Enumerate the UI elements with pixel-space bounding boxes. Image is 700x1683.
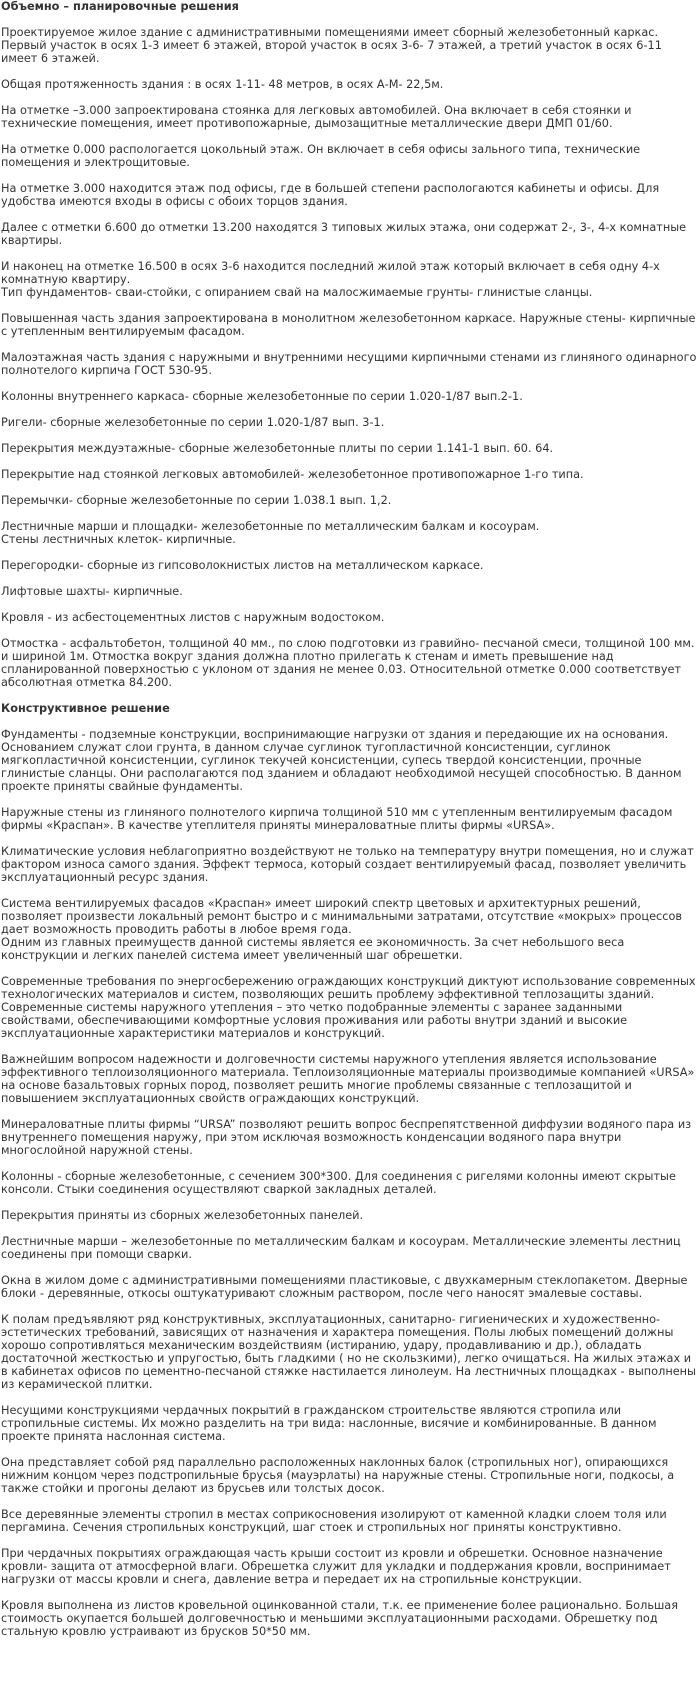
- paragraph-block: [1, 26, 697, 65]
- paragraph-block: [1, 585, 697, 598]
- paragraph-block: [1, 806, 697, 832]
- section-heading: Конструктивное решение: [1, 702, 170, 715]
- paragraph: Лестничные марши и площадки- железобетонные по металлическим балкам и косоурам.: [1, 520, 540, 533]
- spacer: [1, 169, 697, 182]
- paragraph: Лифтовые шахты- кирпичные.: [1, 585, 183, 598]
- spacer: [1, 715, 697, 728]
- paragraph: Важнейшим вопросом надежности и долговечности системы наружного утепления является использование эффективного теплоизоляционного материала. Теплоизоляционные материалы производимые компанией «URSA» на основе базальтовых горных пород, позволяет решить многие проблемы связанные с теплозащитой и повышением эксплуатационных свойств ограждающих конструкций.: [1, 1053, 695, 1105]
- spacer: [1, 832, 697, 845]
- spacer: [1, 1534, 697, 1547]
- paragraph-block: [1, 520, 697, 546]
- spacer: [1, 507, 697, 520]
- paragraph: Колонны - сборные железобетонные, с сечением 300*300. Для соединения с ригелями колонны имеют скрытые консоли. Стыки соединения осуществляют сваркой закладных деталей.: [1, 1170, 676, 1196]
- paragraph: Минераловатные плиты фирмы “URSA” позволяют решить вопрос беспрепятственной диффузии водяного пара из внутреннего помещения наружу, при этом исключая возможность конденсации водяного пара внутри многослойной наружной стены.: [1, 1118, 692, 1157]
- paragraph-block: [1, 1170, 697, 1196]
- spacer: [1, 13, 697, 26]
- paragraph: Все деревянные элементы стропил в местах соприкосновения изолируют от каменной кладки слоем толя или пергамина. Сечения стропильных конструкций, шаг стоек и стропильных ног приняты конструктивно.: [1, 1508, 667, 1534]
- spacer: [1, 1495, 697, 1508]
- paragraph-block: [1, 351, 697, 377]
- paragraph: На отметке –3.000 запроектирована стоянка для легковых автомобилей. Она включает в себя стоянки и технические помещения, имеет противопожарные, дымозащитные металлические двери ДМП 01/60.: [1, 104, 632, 130]
- paragraph: Малоэтажная часть здания с наружными и внутренними несущими кирпичными стенами из глиняного одинарного полнотелого кирпича ГОСТ 530-95.: [1, 351, 697, 377]
- paragraph: Кровля выполнена из листов кровельной оцинкованной стали, т.к. ее применение более рационально. Большая стоимость окупается большей долговечностью и меньшими эксплуатационными расходами. Обрешетку под стальную кровлю устраивают из брусков 50*50 мм.: [1, 1599, 679, 1638]
- paragraph: При чердачных покрытиях ограждающая часть крыши состоит из кровли и обрешетки. Основное назначение кровли- защита от атмосферной влаги. Обрешетка служит для укладки и поддержания кровли, воспринимает нагрузки от массы кровли и снега, давление ветра и передает их на стропильные конструкции.: [1, 1547, 671, 1586]
- spacer: [1, 130, 697, 143]
- spacer: [1, 1638, 697, 1651]
- paragraph: Климатические условия неблагоприятно воздействуют не только на температуру внутри помещения, но и служат фактором износа самого здания. Эффект термоса, который создает вентилируемый фасад, позволяет увеличить эксплуатационный ресурс здания.: [1, 845, 694, 884]
- paragraph-block: [1, 897, 697, 962]
- spacer: [1, 338, 697, 351]
- paragraph-block: [1, 1053, 697, 1105]
- paragraph-block: [1, 260, 697, 299]
- paragraph: К полам предъявляют ряд конструктивных, эксплуатационных, санитарно- гигиенических и художественно-эстетических требований, зависящих от назначения и характера помещения. Полы любых помещений должны хорошо сопротивляться механическим воздействиям (истиранию, удару, продавливанию и др.), обладать достаточной жесткостью и упругостью, быть гладкими ( но не скользкими), легко очищаться. На жилых этажах и в кабинетах офисов по цементно-песчаной стяжке настилается линолеум. На лестничных площадках - выполнены из керамической плитки.: [1, 1313, 696, 1391]
- paragraph: Далее с отметки 6.600 до отметки 13.200 находятся 3 типовых жилых этажа, они содержат 2-, 3-, 4-х комнатные квартиры.: [1, 221, 687, 247]
- paragraph: Наружные стены из глиняного полнотелого кирпича толщиной 510 мм с утепленным вентилируемым фасадом фирмы «Краспан». В качестве утеплителя приняты минераловатные плиты фирмы «URSA».: [1, 806, 673, 832]
- paragraph: Одним из главных преимуществ данной системы является ее экономичность. За счет небольшого веса конструкции и легких панелей система имеет увеличенный шаг обрешетки.: [1, 936, 625, 962]
- paragraph: Система вентилируемых фасадов «Краспан» имеет широкий спектр цветовых и архитектурных решений, позволяет произвести локальный ремонт быстро и с минимальными затратами, отсутствие «мокрых» процессов дает возможность проводить работы в любое время года.: [1, 897, 683, 936]
- spacer: [1, 208, 697, 221]
- spacer: [1, 572, 697, 585]
- paragraph-block: [1, 975, 697, 1040]
- paragraph: На отметке 3.000 находится этаж под офисы, где в большей степени распологаются кабинеты и офисы. Для удобства имеются входы в офисы с обоих торцов здания.: [1, 182, 660, 208]
- paragraph: Перемычки- сборные железобетонные по серии 1.038.1 вып. 1,2.: [1, 494, 392, 507]
- paragraph-block: [1, 1599, 697, 1638]
- spacer: [1, 455, 697, 468]
- paragraph: Ригели- сборные железобетонные по серии 1.020-1/87 вып. 3-1.: [1, 416, 385, 429]
- spacer: [1, 1391, 697, 1404]
- paragraph: Отмостка - асфальтобетон, толщиной 40 мм., по слою подготовки из гравийно- песчаной смеси, толщиной 100 мм. и шириной 1м. Отмостка вокруг здания должна плотно прилегать к стенам и иметь превышение над спланированной поверхностью с уклоном от здания не менее 0.03. Относительной отметке 0.000 соответствует абсолютная отметка 84.200.: [1, 637, 695, 689]
- paragraph-block: [1, 78, 697, 91]
- paragraph-block: [1, 468, 697, 481]
- paragraph: Она представляет собой ряд параллельно расположенных наклонных балок (стропильных ног), опирающихся нижним концом через подстропильные брусья (мауэрлаты) на наружные стены. Стропильные ноги, подкосы, а также стойки и прогоны делают из брусьев или толстых досок.: [1, 1456, 675, 1495]
- spacer: [1, 884, 697, 897]
- paragraph: Современные требования по энергосбережению ограждающих конструкций диктуют использование современных технологических материалов и систем, позволяющих решить проблему эффективной теплозащиты зданий. Современные системы наружного утепления – это четко подобранные элементы с заранее заданными свойствами, обеспечивающими комфортные условия проживания или работы внутри зданий и высокие эксплуатационные характеристики материалов и конструкций.: [1, 975, 696, 1040]
- spacer: [1, 1261, 697, 1274]
- paragraph: Тип фундаментов- сваи-стойки, с опиранием свай на малосжимаемые грунты- глинистые сланцы.: [1, 286, 593, 299]
- spacer: [1, 1300, 697, 1313]
- spacer: [1, 793, 697, 806]
- spacer: [1, 377, 697, 390]
- paragraph-block: [1, 312, 697, 338]
- paragraph-block: [1, 104, 697, 130]
- paragraph: Кровля - из асбестоцементных листов с наружным водостоком.: [1, 611, 385, 624]
- spacer: [1, 1443, 697, 1456]
- spacer: [1, 598, 697, 611]
- paragraph-block: [1, 1235, 697, 1261]
- paragraph-block: [1, 390, 697, 403]
- paragraph-block: [1, 1456, 697, 1495]
- paragraph: Перекрытия междуэтажные- сборные железобетонные плиты по серии 1.141-1 вып. 60. 64.: [1, 442, 554, 455]
- paragraph: Перекрытия приняты из сборных железобетонных панелей.: [1, 1209, 364, 1222]
- spacer: [1, 1222, 697, 1235]
- spacer: [1, 624, 697, 637]
- paragraph-block: [1, 637, 697, 689]
- paragraph: На отметке 0.000 распологается цокольный этаж. Он включает в себя офисы зального типа, технические помещения и электрощитовые.: [1, 143, 641, 169]
- paragraph: Лестничные марши – железобетонные по металлическим балкам и косоурам. Металлические элементы лестниц соединены при помощи сварки.: [1, 1235, 681, 1261]
- paragraph-block: [1, 611, 697, 624]
- paragraph-block: [1, 845, 697, 884]
- paragraph-block: [1, 1508, 697, 1534]
- paragraph: Несущими конструкциями чердачных покрытий в гражданском строительстве являются стропила или стропильные системы. Их можно разделить на три вида: наслонные, висячие и комбинированные. В данном проекте принята наслонная система.: [1, 1404, 657, 1443]
- paragraph-block: [1, 728, 697, 793]
- spacer: [1, 689, 697, 702]
- spacer: [1, 1157, 697, 1170]
- paragraph-block: [1, 416, 697, 429]
- spacer: [1, 299, 697, 312]
- spacer: [1, 962, 697, 975]
- paragraph: Стены лестничных клеток- кирпичные.: [1, 533, 236, 546]
- paragraph-block: [1, 1547, 697, 1586]
- spacer: [1, 1105, 697, 1118]
- paragraph: И наконец на отметке 16.500 в осях 3-6 находится последний жилой этаж который включает в себя одну 4-х комнатную квартиру.: [1, 260, 660, 286]
- paragraph: Окна в жилом доме с административными помещениями пластиковые, с двухкамерным стеклопакетом. Дверные блоки - деревянные, откосы оштукатуривают сложным раствором, после чего наносят эмалевые составы.: [1, 1274, 688, 1300]
- spacer: [1, 403, 697, 416]
- paragraph-block: [1, 494, 697, 507]
- spacer: [1, 91, 697, 104]
- spacer: [1, 1196, 697, 1209]
- paragraph-block: [1, 1274, 697, 1300]
- paragraph-block: [1, 143, 697, 169]
- paragraph-block: [1, 182, 697, 208]
- paragraph-block: [1, 1118, 697, 1157]
- paragraph: Перекрытие над стоянкой легковых автомобилей- железобетонное противопожарное 1-го типа.: [1, 468, 584, 481]
- paragraph: Проектируемое жилое здание с административными помещениями имеет сборный железобетонный каркас. Первый участок в осях 1-3 имеет 6 этажей, второй участок в осях 3-6- 7 этажей, а третий участок в осях 6-11 имеет 6 этажей.: [1, 26, 662, 65]
- spacer: [1, 481, 697, 494]
- paragraph: Перегородки- сборные из гипсоволокнистых листов на металлическом каркасе.: [1, 559, 484, 572]
- paragraph-block: [1, 1209, 697, 1222]
- paragraph: Фундаменты - подземные конструкции, воспринимающие нагрузки от здания и передающие их на основания. Основанием служат слои грунта, в данном случае суглинок тугопластичной консистенции, суглинок мягкопластичной консистенции, суглинок текучей консистенции, супесь твердой консистенции, прочные глинистые сланцы. Они располагаются под зданием и обладают необходимой несущей способностью. В данном проекте приняты свайные фундаменты.: [1, 728, 682, 793]
- section-heading: Объемно – планировочные решения: [1, 0, 239, 13]
- paragraph: Колонны внутреннего каркаса- сборные железобетонные по серии 1.020-1/87 вып.2-1.: [1, 390, 523, 403]
- paragraph: Общая протяженность здания : в осях 1-11- 48 метров, в осях А-М- 22,5м.: [1, 78, 444, 91]
- spacer: [1, 1586, 697, 1599]
- paragraph-block: [1, 559, 697, 572]
- paragraph-block: [1, 221, 697, 247]
- paragraph: Повышенная часть здания запроектирована в монолитном железобетонном каркасе. Наружные стены- кирпичные с утепленным вентилируемым фасадом.: [1, 312, 696, 338]
- spacer: [1, 65, 697, 78]
- spacer: [1, 1040, 697, 1053]
- spacer: [1, 546, 697, 559]
- spacer: [1, 247, 697, 260]
- paragraph-block: [1, 1404, 697, 1443]
- paragraph-block: [1, 1313, 697, 1391]
- paragraph-block: [1, 442, 697, 455]
- spacer: [1, 429, 697, 442]
